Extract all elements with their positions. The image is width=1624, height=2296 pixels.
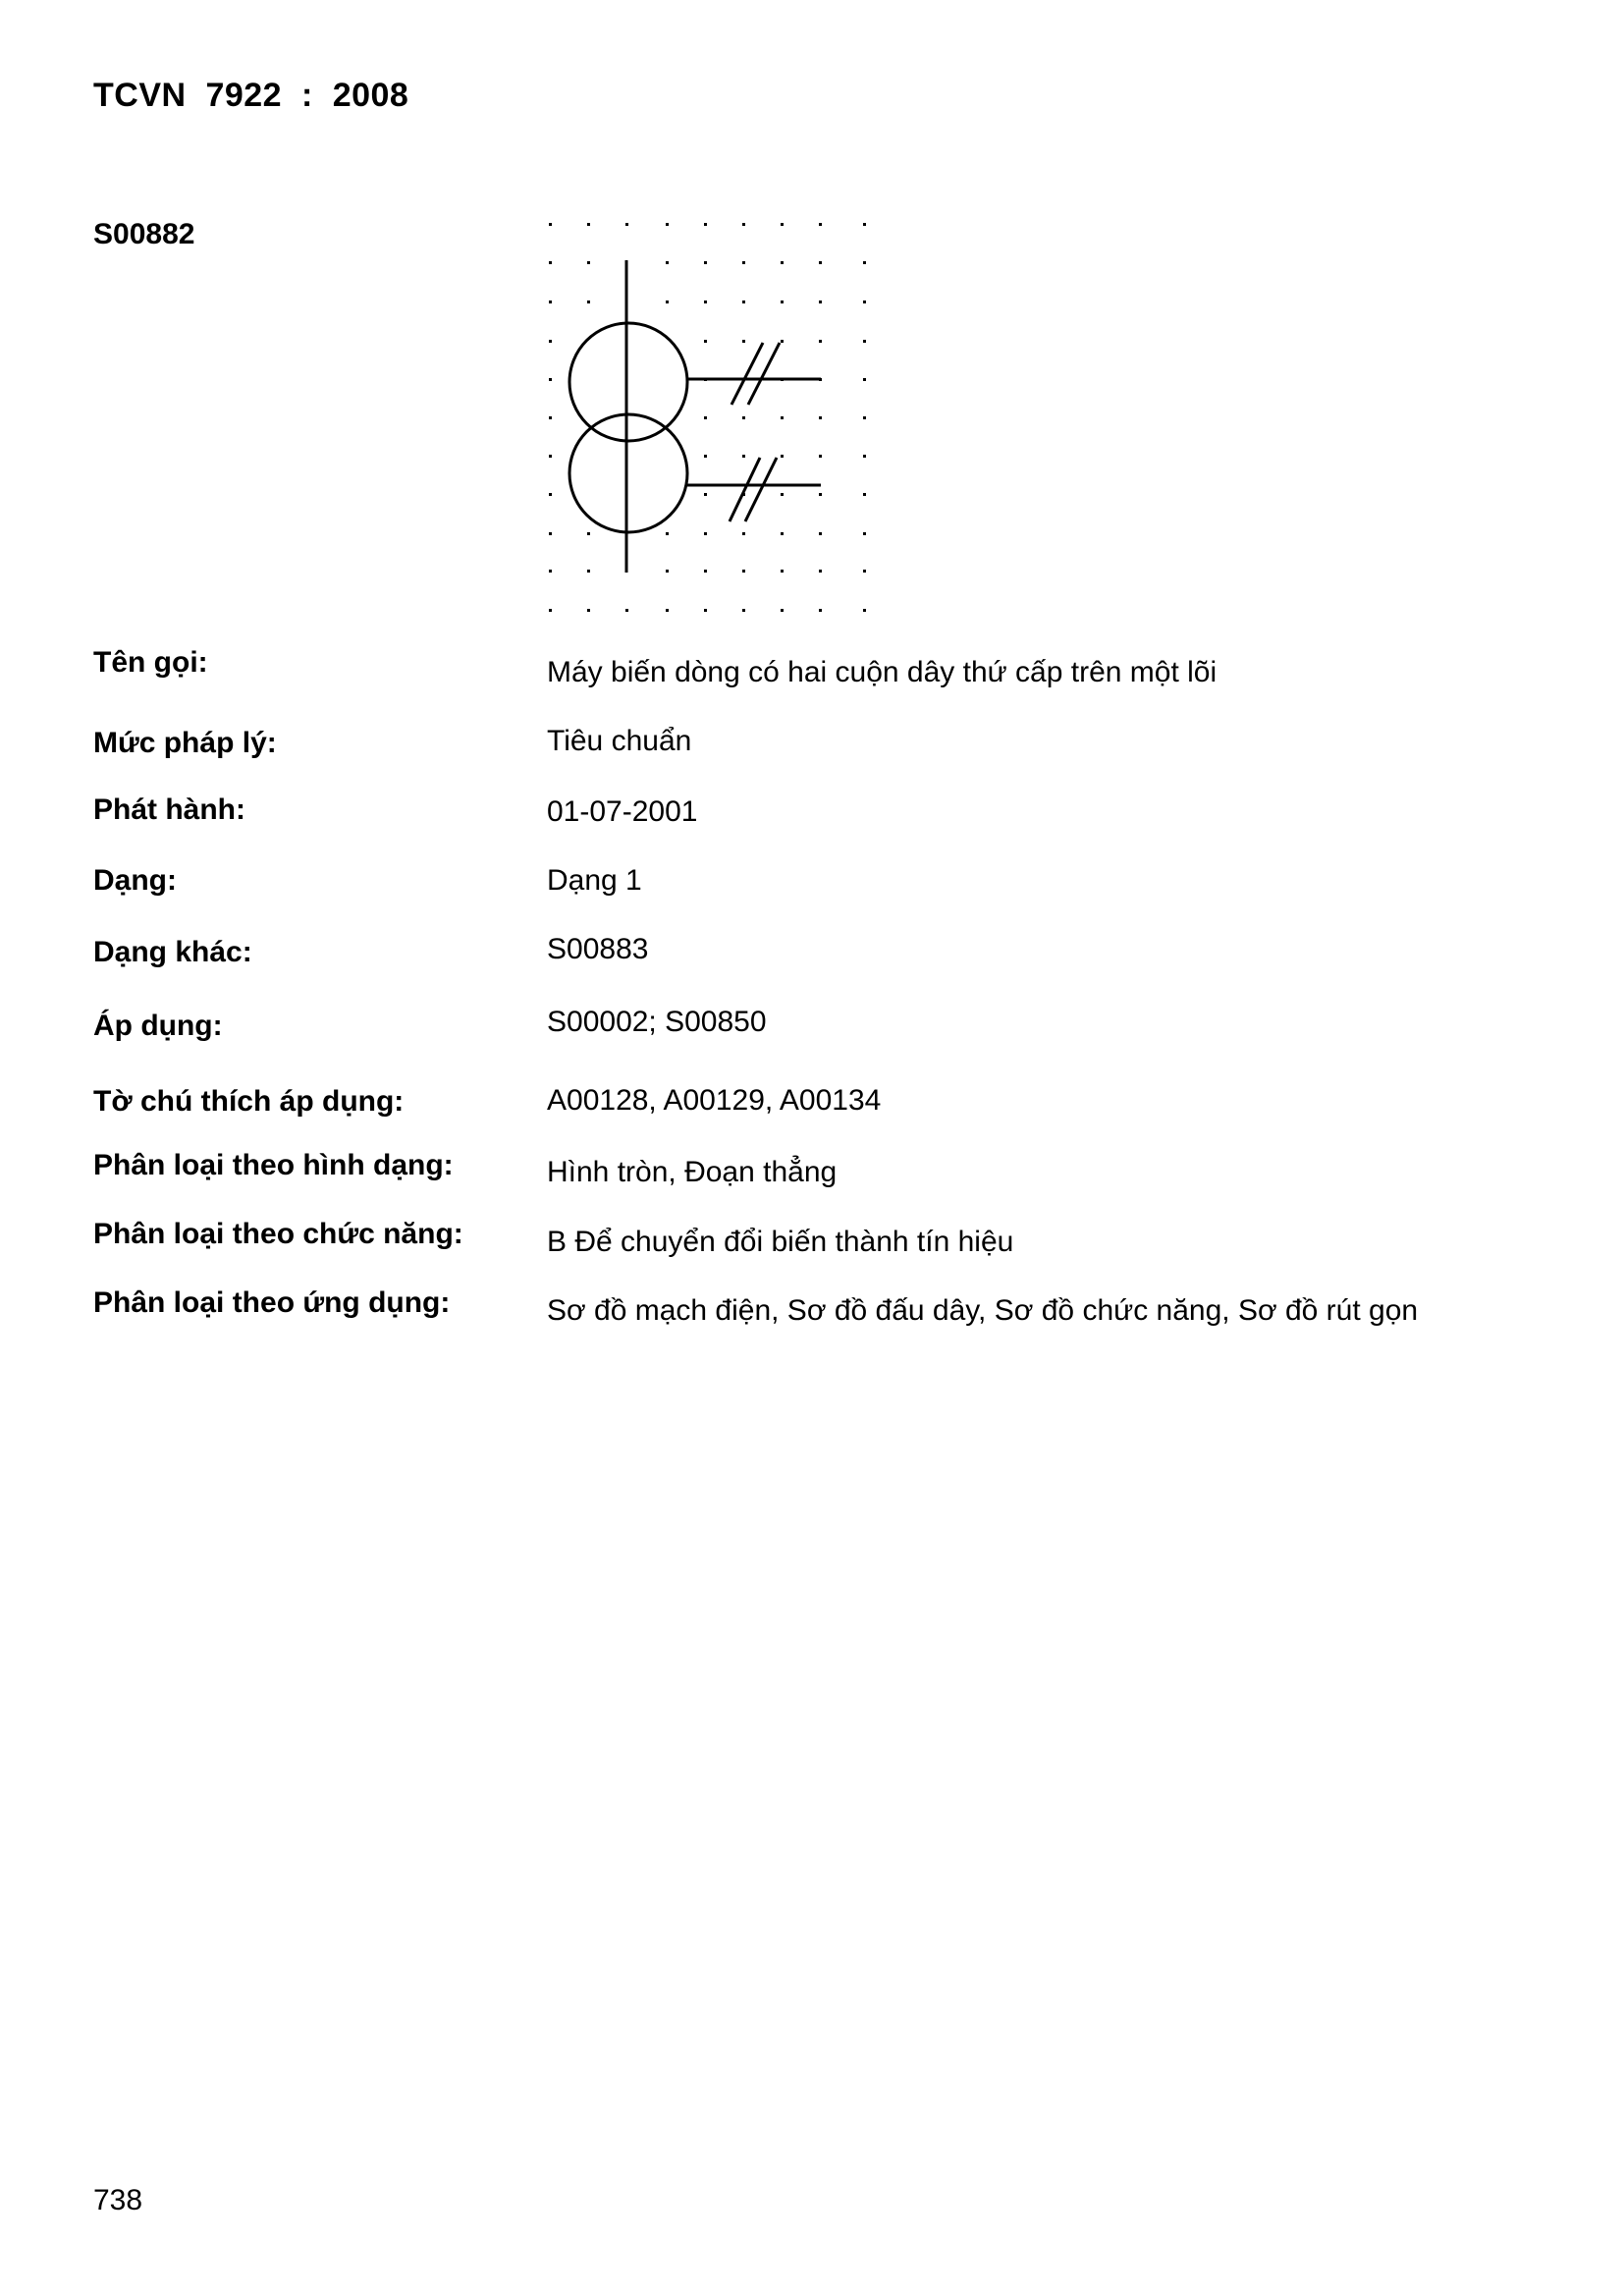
- grid-dot: [549, 340, 552, 343]
- grid-dot: [587, 570, 590, 573]
- grid-dot: [742, 609, 745, 612]
- page-number: 738: [93, 2184, 143, 2216]
- field-label: Phân loại theo chức năng:: [93, 1218, 463, 1250]
- grid-dot: [781, 609, 784, 612]
- grid-dot: [863, 301, 866, 303]
- grid-dot: [742, 223, 745, 226]
- grid-dot: [863, 261, 866, 264]
- field-value: 01-07-2001: [547, 795, 698, 828]
- grid-dot: [819, 223, 822, 226]
- grid-dot: [819, 532, 822, 535]
- grid-dot: [781, 493, 784, 496]
- field-value: Hình tròn, Đoạn thẳng: [547, 1156, 838, 1188]
- grid-dot: [819, 378, 822, 381]
- grid-dot: [704, 416, 707, 419]
- grid-dot: [587, 261, 590, 264]
- grid-dot: [819, 455, 822, 458]
- grid-dot: [819, 261, 822, 264]
- grid-dot: [666, 609, 669, 612]
- field-label: Phân loại theo hình dạng:: [93, 1149, 454, 1181]
- grid-dot: [819, 301, 822, 303]
- grid-dot: [704, 340, 707, 343]
- grid-dot: [549, 378, 552, 381]
- grid-dot: [549, 223, 552, 226]
- grid-dot: [666, 261, 669, 264]
- grid-dot: [704, 378, 707, 381]
- grid-dots: [549, 223, 866, 612]
- field-label: Dạng khác:: [93, 936, 252, 968]
- grid-dot: [819, 493, 822, 496]
- grid-dot: [863, 493, 866, 496]
- grid-dot: [704, 223, 707, 226]
- grid-dot: [549, 570, 552, 573]
- grid-dot: [549, 493, 552, 496]
- upper-slash-2: [748, 343, 780, 405]
- grid-dot: [781, 261, 784, 264]
- grid-dot: [863, 455, 866, 458]
- grid-dot: [549, 532, 552, 535]
- grid-dot: [666, 223, 669, 226]
- document-header: TCVN 7922 : 2008: [93, 77, 409, 114]
- transformer-symbol: [569, 260, 821, 573]
- grid-dot: [666, 532, 669, 535]
- field-label: Tờ chú thích áp dụng:: [93, 1085, 405, 1118]
- grid-dot: [549, 416, 552, 419]
- grid-dot: [863, 340, 866, 343]
- grid-dot: [742, 532, 745, 535]
- grid-dot: [863, 609, 866, 612]
- grid-dot: [781, 223, 784, 226]
- grid-dot: [742, 570, 745, 573]
- grid-dot: [587, 532, 590, 535]
- grid-dot: [781, 378, 784, 381]
- grid-dot: [781, 570, 784, 573]
- grid-dot: [625, 223, 628, 226]
- grid-dot: [742, 455, 745, 458]
- grid-dot: [549, 455, 552, 458]
- grid-dot: [742, 261, 745, 264]
- grid-dot: [704, 570, 707, 573]
- field-label: Dạng:: [93, 864, 177, 897]
- grid-dot: [704, 532, 707, 535]
- lower-slash-1: [730, 458, 760, 521]
- grid-dot: [819, 340, 822, 343]
- field-label: Phân loại theo ứng dụng:: [93, 1286, 451, 1319]
- grid-dot: [819, 609, 822, 612]
- grid-dot: [819, 570, 822, 573]
- grid-dot: [587, 301, 590, 303]
- grid-dot: [863, 570, 866, 573]
- field-value: Máy biến dòng có hai cuộn dây thứ cấp trên một lõi: [547, 656, 1218, 688]
- field-value: S00002; S00850: [547, 1006, 767, 1038]
- upper-core-circle: [569, 323, 687, 441]
- grid-dot: [863, 532, 866, 535]
- lower-core-circle: [569, 414, 687, 532]
- field-value: Dạng 1: [547, 864, 642, 897]
- grid-dot: [781, 301, 784, 303]
- grid-dot: [549, 261, 552, 264]
- field-value: Tiêu chuẩn: [547, 725, 692, 757]
- grid-dot: [704, 493, 707, 496]
- grid-dot: [781, 455, 784, 458]
- grid-dot: [587, 223, 590, 226]
- field-value: Sơ đồ mạch điện, Sơ đồ đấu dây, Sơ đồ chức năng, Sơ đồ rút gọn: [547, 1294, 1419, 1327]
- grid-dot: [781, 532, 784, 535]
- lower-slash-2: [745, 458, 777, 521]
- field-label: Áp dụng:: [93, 1010, 223, 1042]
- field-value: A00128, A00129, A00134: [547, 1084, 882, 1117]
- field-label: Phát hành:: [93, 793, 245, 826]
- field-label: Mức pháp lý:: [93, 727, 277, 759]
- upper-slash-1: [731, 343, 763, 405]
- grid-dot: [666, 301, 669, 303]
- grid-dot: [625, 609, 628, 612]
- grid-dot: [863, 378, 866, 381]
- grid-dot: [819, 416, 822, 419]
- field-value: S00883: [547, 933, 649, 965]
- grid-dot: [742, 493, 745, 496]
- grid-dot: [742, 340, 745, 343]
- grid-dot: [781, 340, 784, 343]
- grid-dot: [549, 301, 552, 303]
- grid-dot: [587, 609, 590, 612]
- grid-dot: [704, 455, 707, 458]
- grid-dot: [781, 416, 784, 419]
- grid-dot: [704, 301, 707, 303]
- symbol-code: S00882: [93, 218, 195, 250]
- grid-dot: [742, 378, 745, 381]
- grid-dot: [549, 609, 552, 612]
- grid-dot: [863, 223, 866, 226]
- grid-dot: [704, 261, 707, 264]
- grid-dot: [742, 416, 745, 419]
- field-label: Tên gọi:: [93, 646, 208, 679]
- grid-dot: [666, 570, 669, 573]
- grid-dot: [742, 301, 745, 303]
- grid-dot: [863, 416, 866, 419]
- grid-dot: [704, 609, 707, 612]
- field-value: B Để chuyển đổi biến thành tín hiệu: [547, 1226, 1014, 1258]
